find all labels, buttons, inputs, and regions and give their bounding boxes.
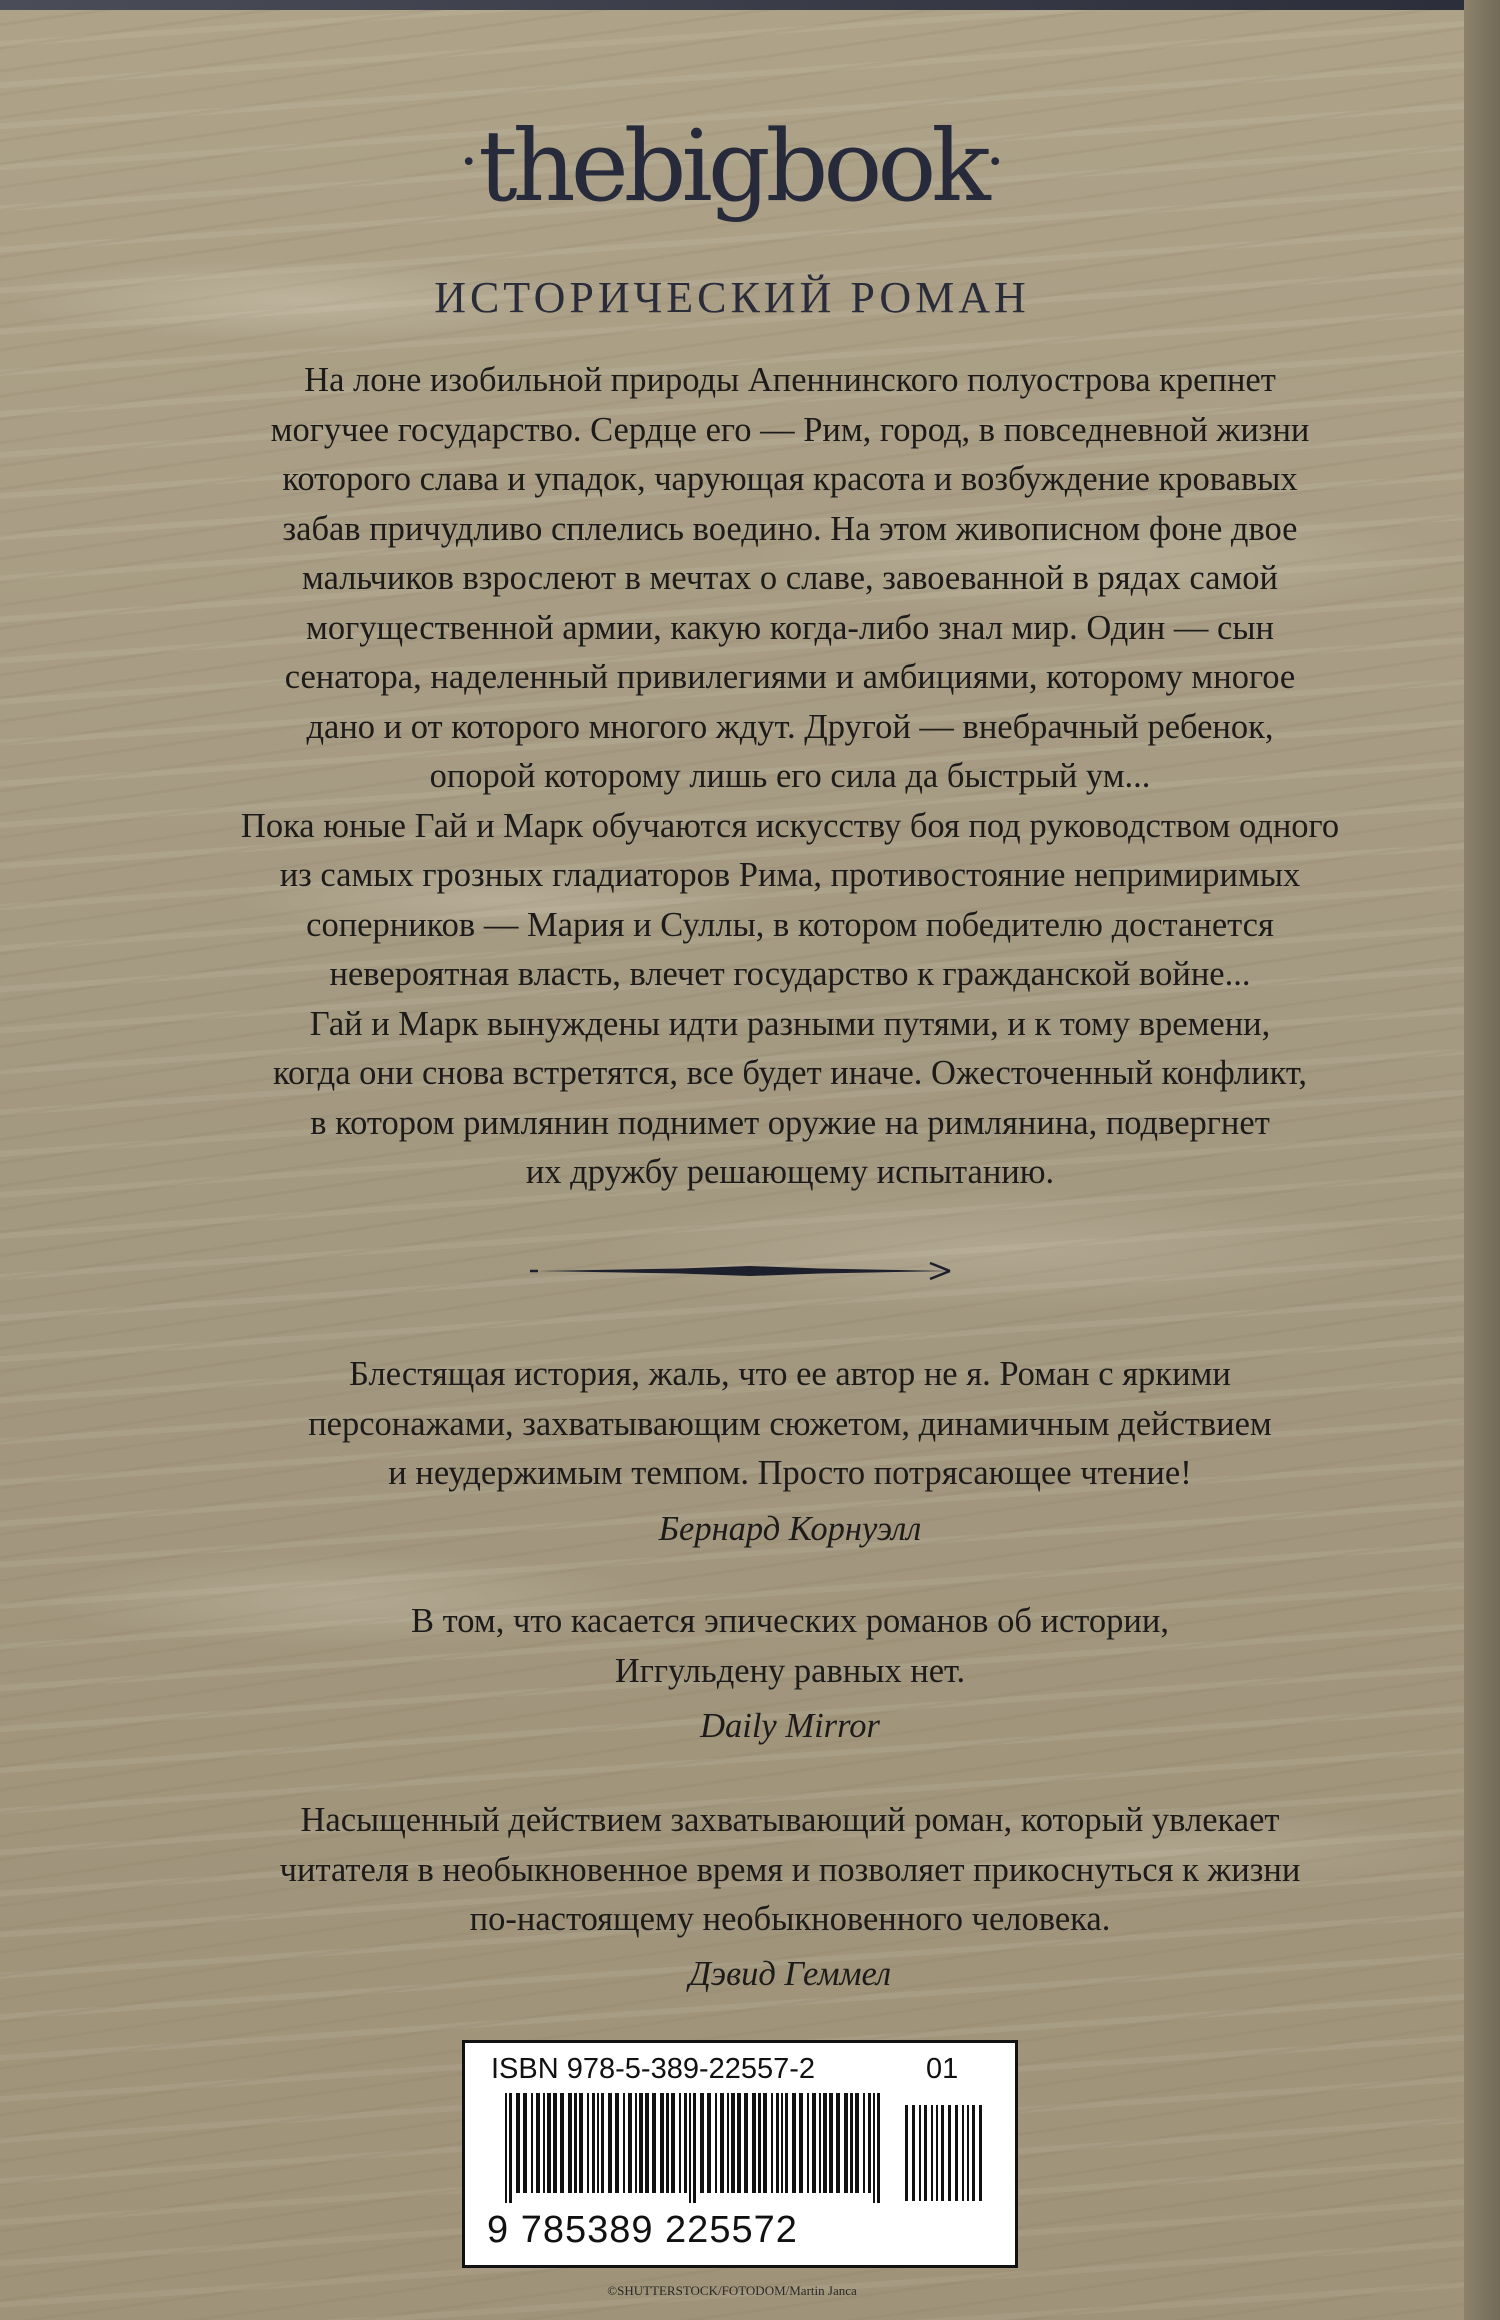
quote-author-3: Дэвид Геммел	[688, 1955, 892, 1993]
barcode-bar	[639, 2093, 643, 2193]
quote-line: и неудержимым темпом. Просто потрясающее чтение!	[388, 1454, 1192, 1492]
barcode-bar	[863, 2093, 865, 2193]
barcode-bar	[829, 2093, 833, 2193]
barcode-bar	[792, 2093, 796, 2193]
barcode-bar	[919, 2105, 921, 2201]
barcode-bar	[855, 2093, 859, 2193]
blurb-line: соперников — Мария и Суллы, в котором победителю достанется	[306, 905, 1274, 944]
barcode-bar	[967, 2105, 969, 2201]
barcode-bar	[660, 2093, 664, 2193]
review-quote-2	[120, 1597, 1460, 1696]
barcode-bar	[941, 2105, 944, 2201]
barcode-bar	[936, 2105, 938, 2201]
barcode-bar	[850, 2093, 853, 2193]
review-quote-1	[120, 1350, 1460, 1499]
barcode-bar	[715, 2093, 717, 2193]
blurb-line: опорой которому лишь его сила да быстрый ум...	[429, 757, 1151, 795]
blurb-line: забав причудливо сплелись воедино. На этом живописном фоне двое	[282, 509, 1298, 548]
barcode-bar	[823, 2093, 827, 2193]
review-quote-3	[120, 1796, 1460, 1945]
spine-edge	[1464, 0, 1500, 2320]
blurb-line: дано и от которого многого ждут. Другой — внебрачный ребенок,	[306, 707, 1274, 746]
series-genre: ИСТОРИЧЕСКИЙ РОМАН	[434, 273, 1030, 322]
quote-line: Блестящая история, жаль, что ее автор не я. Роман с яркими	[349, 1355, 1231, 1393]
blurb	[120, 356, 1460, 1198]
barcode-bar	[601, 2093, 604, 2193]
barcode-bar	[905, 2105, 908, 2201]
barcode-bar	[592, 2093, 595, 2193]
barcode-bar	[523, 2093, 527, 2193]
publisher-logo	[0, 110, 1464, 224]
barcode-bar	[536, 2093, 540, 2193]
quote-author-1: Бернард Корнуэлл	[658, 1510, 922, 1548]
barcode-bar	[652, 2093, 656, 2193]
barcode-bar	[689, 2093, 691, 2203]
blurb-line: Гай и Марк вынуждены идти разными путями, и к тому времени,	[309, 1004, 1271, 1043]
barcode-bar	[912, 2105, 915, 2201]
blurb-line: которого слава и упадок, чарующая красота и возбуждение кровавых	[282, 460, 1298, 498]
barcode-bar	[812, 2093, 816, 2193]
barcode-bar	[924, 2105, 927, 2201]
barcode-bar	[543, 2093, 545, 2193]
barcode-bar	[547, 2093, 551, 2193]
quote-line: В том, что касается эпических романов об истории,	[411, 1602, 1169, 1640]
barcode-bar	[666, 2093, 669, 2193]
barcode-bar	[700, 2093, 704, 2193]
barcode-bar	[807, 2093, 809, 2193]
barcode-bar	[781, 2093, 783, 2193]
barcode-bar	[844, 2093, 848, 2193]
barcode-bar	[531, 2093, 533, 2193]
blurb-line: могучее государство. Сердце его — Рим, город, в повседневной жизни	[270, 410, 1310, 449]
barcode-bar	[509, 2093, 512, 2203]
blurb-line: их дружбу решающему испытанию.	[525, 1153, 1055, 1191]
barcode-bar	[628, 2093, 632, 2193]
barcode-bar	[587, 2093, 589, 2193]
quote-line: по-настоящему необыкновенного человека.	[469, 1900, 1111, 1938]
logo-wordmark: thebigbook	[478, 110, 986, 224]
barcode-bar	[873, 2093, 875, 2203]
barcode-bar	[553, 2093, 557, 2193]
barcode-bar	[752, 2093, 756, 2193]
barcode-bar	[645, 2093, 649, 2193]
top-edge	[0, 0, 1500, 10]
quote-line: Насыщенный действием захватывающий роман, который увлекает	[300, 1801, 1280, 1839]
barcode-bar	[962, 2105, 964, 2201]
barcode-bar	[758, 2093, 761, 2193]
barcode-bar	[744, 2093, 748, 2193]
barcode-bar	[684, 2093, 687, 2193]
blurb-line: На лоне изобильной природы Апеннинского полуострова крепнет	[304, 361, 1276, 399]
barcode-bar	[707, 2093, 711, 2193]
barcode-bar	[615, 2093, 619, 2193]
barcode-bar	[671, 2093, 675, 2193]
barcode-bar	[635, 2093, 637, 2193]
blurb-line: из самых грозных гладиаторов Рима, противостояние непримиримых	[279, 856, 1301, 894]
isbn-digits: 9 785389 225572	[487, 2209, 798, 2251]
barcode-bar	[693, 2093, 696, 2203]
barcode-bar	[568, 2093, 572, 2193]
barcode-bar	[771, 2093, 773, 2193]
barcode-bars	[485, 2093, 995, 2203]
blurb-line: невероятная власть, влечет государство к гражданской войне...	[329, 955, 1251, 993]
photo-credit: ©SHUTTERSTOCK/FOTODOM/Martin Janca	[607, 2283, 857, 2298]
barcode-bar	[877, 2093, 880, 2203]
barcode-bar	[819, 2093, 821, 2193]
logo-dot-left: ·	[459, 127, 479, 197]
barcode-bar	[597, 2093, 599, 2193]
quote-line: читателя в необыкновенное время и позволяет прикоснуться к жизни	[279, 1850, 1301, 1889]
barcode-bar	[763, 2093, 767, 2193]
barcode-bar	[737, 2093, 741, 2193]
logo-dot-right: ·	[985, 127, 1005, 197]
barcode-bar	[560, 2093, 564, 2193]
barcode-bar	[836, 2093, 840, 2193]
ornament-divider	[530, 1258, 970, 1284]
barcode-bar	[979, 2105, 982, 2201]
barcode-bar	[776, 2093, 779, 2193]
blurb-line: когда они снова встретятся, все будет иначе. Ожесточенный конфликт,	[272, 1054, 1307, 1092]
barcode-bar	[720, 2093, 724, 2193]
quote-author-2: Daily Mirror	[700, 1707, 880, 1745]
blurb-line: Пока юные Гай и Марк обучаются искусству боя под руководством одного	[240, 806, 1340, 845]
blurb-line: могущественной армии, какую когда-либо знал мир. Один — сын	[306, 608, 1274, 647]
barcode-bar	[505, 2093, 507, 2203]
isbn-barcode	[462, 2040, 1018, 2268]
barcode-bar	[608, 2093, 612, 2193]
barcode-bar	[731, 2093, 735, 2193]
barcode-bar	[785, 2093, 788, 2193]
barcode-bar	[516, 2093, 520, 2193]
blurb-line: сенатора, наделенный привилегиями и амбициями, которому многое	[284, 658, 1296, 696]
barcode-bar	[972, 2105, 975, 2201]
barcode-bar	[574, 2093, 577, 2193]
barcode-bar	[727, 2093, 729, 2193]
isbn-label: ISBN 978-5-389-22557-2	[491, 2053, 816, 2085]
barcode-bar	[799, 2093, 803, 2193]
barcode-bar	[623, 2093, 625, 2193]
isbn-label-row	[491, 2053, 991, 2086]
barcode-bar	[679, 2093, 681, 2193]
blurb-line: мальчиков взрослеют в мечтах о славе, завоеванной в рядах самой	[301, 559, 1279, 597]
barcode-bar	[579, 2093, 583, 2193]
barcode-bar	[931, 2105, 933, 2201]
quote-line: персонажами, захватывающим сюжетом, динамичным действием	[308, 1404, 1272, 1443]
barcode-bar	[868, 2093, 871, 2193]
barcode-bar	[955, 2105, 958, 2201]
quote-line: Иггульдену равных нет.	[614, 1651, 966, 1690]
barcode-bar	[948, 2105, 951, 2201]
blurb-line: в котором римлянин поднимет оружие на римлянина, подвергнет	[310, 1103, 1270, 1142]
isbn-addon: 01	[926, 2053, 959, 2085]
